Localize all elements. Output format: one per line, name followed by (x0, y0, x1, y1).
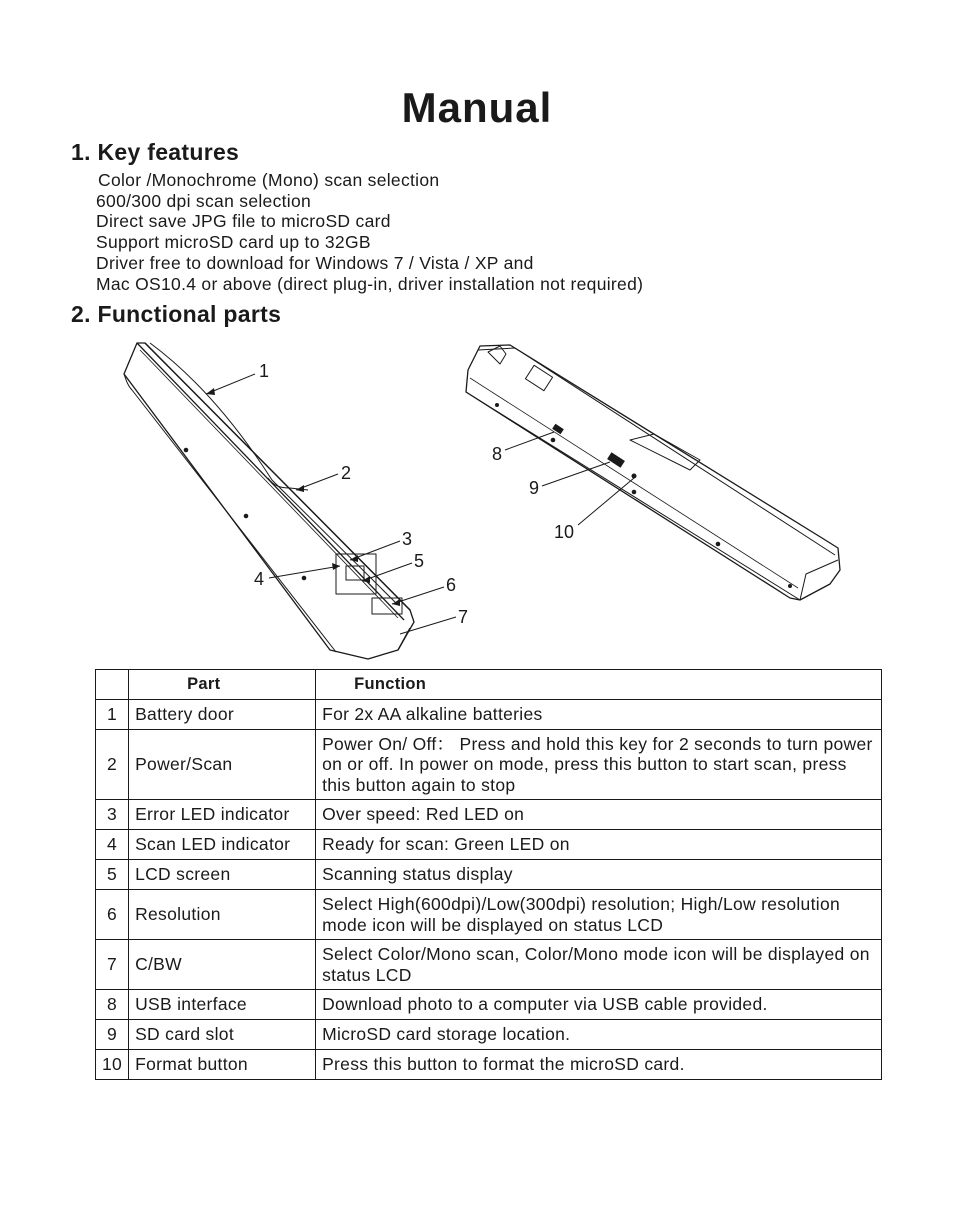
scanner-diagram (0, 330, 954, 665)
part-name: USB interface (129, 990, 316, 1020)
table-row (96, 830, 882, 860)
part-function: Over speed: Red LED on (316, 800, 882, 830)
scanner-top-view (124, 343, 414, 659)
callout-7: 7 (458, 607, 469, 627)
table-header-part: Part (129, 670, 316, 700)
table-row (96, 1020, 882, 1050)
table-row (96, 890, 882, 940)
table-header-row (96, 670, 882, 700)
table-row (96, 990, 882, 1020)
row-number: 9 (96, 1020, 129, 1050)
row-number: 5 (96, 860, 129, 890)
callout-5: 5 (414, 551, 425, 571)
row-number: 6 (96, 890, 129, 940)
scanner-side-view (466, 345, 840, 600)
part-function: MicroSD card storage location. (316, 1020, 882, 1050)
row-number: 1 (96, 700, 129, 730)
callout-2: 2 (341, 463, 352, 483)
callout-6: 6 (446, 575, 457, 595)
part-function: Select High(600dpi)/Low(300dpi) resolution; High/Low resolution mode icon will be displayed on status LCD (316, 890, 882, 940)
table-row (96, 860, 882, 890)
table-row (96, 800, 882, 830)
callout-10: 10 (554, 522, 575, 542)
callout-3: 3 (402, 529, 413, 549)
row-number: 10 (96, 1050, 129, 1080)
list-item: Driver free to download for Windows 7 / Vista / XP and (96, 252, 534, 273)
table-row (96, 730, 882, 800)
part-function: Select Color/Mono scan, Color/Mono mode icon will be displayed on status LCD (316, 940, 882, 990)
section-heading-functional-parts: 2. Functional parts (71, 301, 282, 327)
part-name: LCD screen (129, 860, 316, 890)
part-name: Format button (129, 1050, 316, 1080)
page-title: Manual (401, 84, 553, 131)
table-row (96, 700, 882, 730)
section-heading-key-features: 1. Key features (71, 139, 240, 165)
row-number: 4 (96, 830, 129, 860)
part-name: C/BW (129, 940, 316, 990)
part-function: Power On/ Off： Press and hold this key for 2 seconds to turn power on or off. In power on mode, press this button to start scan, press this button again to stop (316, 730, 882, 800)
part-function: Scanning status display (316, 860, 882, 890)
part-name: Scan LED indicator (129, 830, 316, 860)
part-name: Error LED indicator (129, 800, 316, 830)
row-number: 8 (96, 990, 129, 1020)
part-function: For 2x AA alkaline batteries (316, 700, 882, 730)
list-item: Color /Monochrome (Mono) scan selection (98, 170, 440, 190)
callout-8: 8 (492, 444, 503, 464)
callout-9: 9 (529, 478, 540, 498)
table-header-function: Function (316, 670, 882, 700)
list-item: Support microSD card up to 32GB (96, 232, 371, 253)
callout-4: 4 (254, 569, 265, 589)
part-function: Ready for scan: Green LED on (316, 830, 882, 860)
part-function: Download photo to a computer via USB cable provided. (316, 990, 882, 1020)
list-item: 600/300 dpi scan selection (96, 190, 312, 211)
callout-1: 1 (259, 361, 270, 381)
row-number: 3 (96, 800, 129, 830)
row-number: 2 (96, 730, 129, 800)
part-name: Resolution (129, 890, 316, 940)
feature-list (96, 170, 643, 294)
table-row (96, 1050, 882, 1080)
list-item: Mac OS10.4 or above (direct plug-in, driver installation not required) (96, 273, 644, 294)
list-item: Direct save JPG file to microSD card (96, 211, 391, 232)
row-number: 7 (96, 940, 129, 990)
parts-table (95, 669, 882, 1080)
table-row (96, 940, 882, 990)
part-name: SD card slot (129, 1020, 316, 1050)
part-function: Press this button to format the microSD card. (316, 1050, 882, 1080)
part-name: Battery door (129, 700, 316, 730)
part-name: Power/Scan (129, 730, 316, 800)
table-header-num (96, 670, 129, 700)
